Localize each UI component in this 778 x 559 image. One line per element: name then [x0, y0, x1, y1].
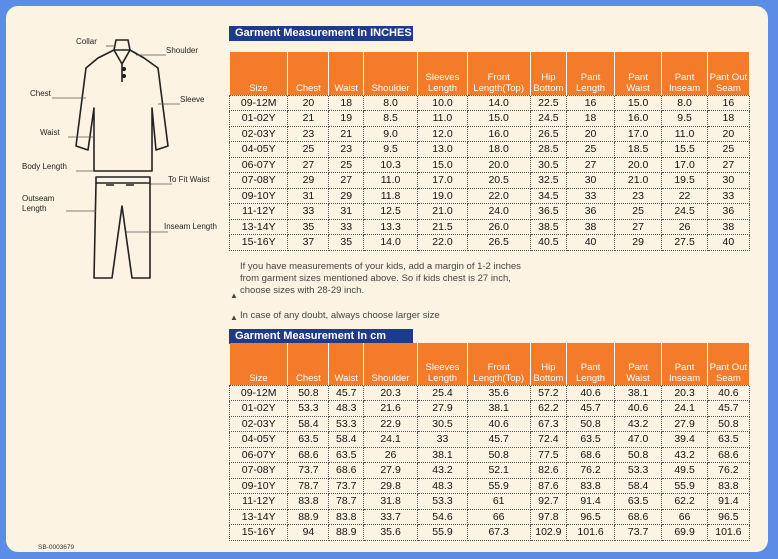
- column-header: Hip Bottom: [530, 343, 567, 385]
- measurement-cell: 17.0: [418, 173, 468, 189]
- column-header: Pant Inseam: [662, 343, 707, 385]
- table-row: [230, 95, 750, 111]
- measurement-cell: 38.1: [467, 401, 530, 417]
- label-sleeve: Sleeve: [180, 95, 205, 104]
- measurement-cell: 40.6: [614, 401, 662, 417]
- measurement-cell: 91.4: [567, 494, 615, 510]
- size-chart-card: [6, 6, 768, 552]
- measurement-cell: 21: [288, 111, 329, 127]
- measurement-cell: 20.0: [614, 157, 662, 173]
- measurement-cell: 13.3: [364, 219, 418, 235]
- measurement-cell: 43.2: [614, 416, 662, 432]
- measurement-cell: 17.0: [614, 126, 662, 142]
- measurement-cell: 23: [288, 126, 329, 142]
- measurement-cell: 57.2: [530, 385, 567, 401]
- measurement-cell: 45.7: [707, 401, 749, 417]
- measurement-cell: 18.5: [614, 142, 662, 158]
- measurement-cell: 31.8: [364, 494, 418, 510]
- measurement-cell: 15.0: [418, 157, 468, 173]
- table-row: [230, 432, 750, 448]
- measurement-cell: 78.7: [288, 478, 329, 494]
- measurement-cell: 11.8: [364, 188, 418, 204]
- measurement-cell: 13.0: [418, 142, 468, 158]
- measurement-cell: 73.7: [288, 463, 329, 479]
- measurement-cell: 8.0: [662, 95, 707, 111]
- measurement-cell: 61: [467, 494, 530, 510]
- size-cell: 09-10Y: [230, 478, 288, 494]
- measurement-cell: 18.0: [467, 142, 530, 158]
- measurement-cell: 24.1: [662, 401, 707, 417]
- column-header: Pant Length: [567, 52, 615, 95]
- measurement-cell: 36: [707, 204, 749, 220]
- measurement-cell: 76.2: [567, 463, 615, 479]
- measurement-cell: 43.2: [418, 463, 468, 479]
- measurement-cell: 16.0: [467, 126, 530, 142]
- measurement-cell: 62.2: [662, 494, 707, 510]
- size-cell: 11-12Y: [230, 494, 288, 510]
- measurement-cell: 10.3: [364, 157, 418, 173]
- measurement-cell: 39.4: [662, 432, 707, 448]
- measurement-cell: 27: [707, 157, 749, 173]
- measurement-cell: 73.7: [614, 525, 662, 541]
- table-row: [230, 173, 750, 189]
- measurement-cell: 48.3: [418, 478, 468, 494]
- measurement-cell: 24.1: [364, 432, 418, 448]
- larger-size-note: In case of any doubt, always choose larger size: [240, 310, 440, 321]
- measurement-cell: 45.7: [329, 385, 364, 401]
- measurement-cell: 22.9: [364, 416, 418, 432]
- kurta-pajama-illustration: [6, 6, 236, 306]
- measurement-cell: 29: [614, 235, 662, 251]
- measurement-cell: 8.0: [364, 95, 418, 111]
- measurement-cell: 9.5: [662, 111, 707, 127]
- table-row: [230, 463, 750, 479]
- table-row: [230, 235, 750, 251]
- measurement-cell: 20.5: [467, 173, 530, 189]
- measurement-cell: 53.3: [418, 494, 468, 510]
- measurement-cell: 19: [329, 111, 364, 127]
- size-cell: 02-03Y: [230, 416, 288, 432]
- measurement-cell: 58.4: [614, 478, 662, 494]
- margin-advice-note: If you have measurements of your kids, add a margin of 1-2 inches from garment sizes mentioned above. So if kids chest is 27 inch, choose sizes with 28-29 inch.: [240, 261, 521, 296]
- measurement-cell: 38: [707, 219, 749, 235]
- measurement-cell: 17.0: [662, 157, 707, 173]
- size-cell: 04-05Y: [230, 142, 288, 158]
- inches-measurement-table: [229, 52, 750, 251]
- measurement-cell: 47.0: [614, 432, 662, 448]
- label-shoulder: Shoulder: [166, 46, 199, 55]
- size-cell: 15-16Y: [230, 525, 288, 541]
- measurement-cell: 12.5: [364, 204, 418, 220]
- measurement-cell: 26.0: [467, 219, 530, 235]
- measurement-cell: 68.6: [567, 447, 615, 463]
- measurement-cell: 48.3: [329, 401, 364, 417]
- measurement-cell: 72.4: [530, 432, 567, 448]
- measurement-cell: 62.2: [530, 401, 567, 417]
- measurement-cell: 8.5: [364, 111, 418, 127]
- measurement-cell: 30.5: [418, 416, 468, 432]
- table-row: [230, 111, 750, 127]
- measurement-cell: 22.5: [530, 95, 567, 111]
- size-cell: 02-03Y: [230, 126, 288, 142]
- measurement-cell: 87.6: [530, 478, 567, 494]
- measurement-cell: 26.5: [530, 126, 567, 142]
- measurement-cell: 35.6: [467, 385, 530, 401]
- measurement-cell: 50.8: [467, 447, 530, 463]
- measurement-cell: 92.7: [530, 494, 567, 510]
- measurement-cell: 40.5: [530, 235, 567, 251]
- measurement-cell: 27.9: [418, 401, 468, 417]
- measurement-cell: 63.5: [614, 494, 662, 510]
- measurement-cell: 27.9: [662, 416, 707, 432]
- table-row: [230, 509, 750, 525]
- measurement-cell: 15.5: [662, 142, 707, 158]
- column-header: Pant Out Seam: [707, 343, 749, 385]
- measurement-cell: 33: [707, 188, 749, 204]
- measurement-cell: 63.5: [329, 447, 364, 463]
- measurement-cell: 36.5: [530, 204, 567, 220]
- size-cell: 11-12Y: [230, 204, 288, 220]
- measurement-cell: 78.7: [329, 494, 364, 510]
- measurement-cell: 18: [329, 95, 364, 111]
- measurement-cell: 43.2: [662, 447, 707, 463]
- measurement-cell: 20: [707, 126, 749, 142]
- measurement-cell: 82.6: [530, 463, 567, 479]
- measurement-cell: 45.7: [467, 432, 530, 448]
- table-row: [230, 157, 750, 173]
- measurement-cell: 21.0: [418, 204, 468, 220]
- measurement-cell: 33: [288, 204, 329, 220]
- measurement-cell: 21.0: [614, 173, 662, 189]
- measurement-cell: 11.0: [662, 126, 707, 142]
- measurement-cell: 16.0: [614, 111, 662, 127]
- column-header: Pant Length: [567, 343, 615, 385]
- size-cell: 01-02Y: [230, 111, 288, 127]
- measurement-cell: 83.8: [707, 478, 749, 494]
- column-header: Size: [230, 52, 288, 95]
- measurement-cell: 66: [467, 509, 530, 525]
- measurement-cell: 11.0: [364, 173, 418, 189]
- measurement-cell: 83.8: [329, 509, 364, 525]
- measurement-cell: 68.6: [614, 509, 662, 525]
- measurement-cell: 53.3: [288, 401, 329, 417]
- measurement-cell: 29: [288, 173, 329, 189]
- measurement-cell: 52.1: [467, 463, 530, 479]
- size-cell: 06-07Y: [230, 157, 288, 173]
- measurement-cell: 68.6: [329, 463, 364, 479]
- measurement-cell: 38: [567, 219, 615, 235]
- measurement-cell: 18: [707, 111, 749, 127]
- measurement-cell: 68.6: [288, 447, 329, 463]
- measurement-cell: 77.5: [530, 447, 567, 463]
- size-cell: 09-10Y: [230, 188, 288, 204]
- measurement-cell: 11.0: [418, 111, 468, 127]
- measurement-cell: 25.4: [418, 385, 468, 401]
- measurement-cell: 14.0: [467, 95, 530, 111]
- measurement-cell: 27: [567, 157, 615, 173]
- measurement-cell: 33: [567, 188, 615, 204]
- measurement-cell: 33.7: [364, 509, 418, 525]
- measurement-cell: 38.1: [418, 447, 468, 463]
- measurement-cell: 26: [662, 219, 707, 235]
- measurement-cell: 69.9: [662, 525, 707, 541]
- size-cell: 09-12M: [230, 385, 288, 401]
- column-header: Pant Waist: [614, 52, 662, 95]
- measurement-cell: 26.5: [467, 235, 530, 251]
- table-row: [230, 447, 750, 463]
- measurement-cell: 21.6: [364, 401, 418, 417]
- measurement-cell: 63.5: [707, 432, 749, 448]
- size-cell: 09-12M: [230, 95, 288, 111]
- measurement-cell: 20: [288, 95, 329, 111]
- table-row: [230, 416, 750, 432]
- measurement-cell: 91.4: [707, 494, 749, 510]
- measurement-cell: 66: [662, 509, 707, 525]
- table-row: [230, 142, 750, 158]
- measurement-cell: 102.9: [530, 525, 567, 541]
- garment-diagram: [6, 6, 236, 306]
- table-row: [230, 204, 750, 220]
- measurement-cell: 63.5: [567, 432, 615, 448]
- measurement-cell: 49.5: [662, 463, 707, 479]
- sku-code: SB-0003679: [38, 544, 75, 551]
- measurement-cell: 55.9: [467, 478, 530, 494]
- size-cell: 06-07Y: [230, 447, 288, 463]
- measurement-cell: 53.3: [614, 463, 662, 479]
- measurement-cell: 88.9: [329, 525, 364, 541]
- label-body-length: Body Length: [22, 162, 67, 171]
- size-cell: 13-14Y: [230, 509, 288, 525]
- note-bullet-1: ▲: [230, 291, 238, 300]
- measurement-cell: 25: [329, 157, 364, 173]
- measurement-cell: 21: [329, 126, 364, 142]
- measurement-cell: 34.5: [530, 188, 567, 204]
- inches-table-title: Garment Measurement In INCHES: [229, 26, 413, 41]
- measurement-cell: 76.2: [707, 463, 749, 479]
- measurement-cell: 45.7: [567, 401, 615, 417]
- measurement-cell: 27.5: [662, 235, 707, 251]
- measurement-cell: 19.5: [662, 173, 707, 189]
- measurement-cell: 53.3: [329, 416, 364, 432]
- measurement-cell: 16: [567, 95, 615, 111]
- measurement-cell: 32.5: [530, 173, 567, 189]
- measurement-cell: 25: [288, 142, 329, 158]
- measurement-cell: 63.5: [288, 432, 329, 448]
- table-row: [230, 478, 750, 494]
- measurement-cell: 27: [288, 157, 329, 173]
- column-header: Pant Waist: [614, 343, 662, 385]
- measurement-cell: 25: [614, 204, 662, 220]
- label-collar: Collar: [76, 37, 97, 46]
- measurement-cell: 55.9: [662, 478, 707, 494]
- column-header: Waist: [329, 52, 364, 95]
- table-row: [230, 188, 750, 204]
- label-to-fit-waist: To Fit Waist: [168, 175, 210, 184]
- measurement-cell: 15.0: [614, 95, 662, 111]
- measurement-cell: 20: [567, 126, 615, 142]
- measurement-cell: 25: [567, 142, 615, 158]
- measurement-cell: 40: [707, 235, 749, 251]
- column-header: Front Length(Top): [467, 343, 530, 385]
- label-chest: Chest: [30, 89, 51, 98]
- measurement-cell: 10.0: [418, 95, 468, 111]
- measurement-cell: 35.6: [364, 525, 418, 541]
- measurement-cell: 29.8: [364, 478, 418, 494]
- measurement-cell: 68.6: [707, 447, 749, 463]
- measurement-cell: 40: [567, 235, 615, 251]
- table-row: [230, 126, 750, 142]
- measurement-cell: 25: [707, 142, 749, 158]
- measurement-cell: 33: [418, 432, 468, 448]
- column-header: Hip Bottom: [530, 52, 567, 95]
- column-header: Chest: [288, 52, 329, 95]
- size-cell: 13-14Y: [230, 219, 288, 235]
- measurement-cell: 97.8: [530, 509, 567, 525]
- column-header: Front Length(Top): [467, 52, 530, 95]
- column-header: Shoulder: [364, 343, 418, 385]
- label-inseam-length: Inseam Length: [164, 222, 217, 231]
- measurement-cell: 20.3: [364, 385, 418, 401]
- measurement-cell: 58.4: [329, 432, 364, 448]
- measurement-cell: 101.6: [707, 525, 749, 541]
- column-header: Size: [230, 343, 288, 385]
- measurement-cell: 24.5: [662, 204, 707, 220]
- measurement-cell: 40.6: [467, 416, 530, 432]
- measurement-cell: 18: [567, 111, 615, 127]
- measurement-cell: 50.8: [707, 416, 749, 432]
- measurement-cell: 83.8: [567, 478, 615, 494]
- measurement-cell: 22.0: [418, 235, 468, 251]
- measurement-cell: 19.0: [418, 188, 468, 204]
- measurement-cell: 27: [329, 173, 364, 189]
- measurement-cell: 22.0: [467, 188, 530, 204]
- note-bullet-2: ▲: [230, 313, 238, 322]
- measurement-cell: 88.9: [288, 509, 329, 525]
- measurement-cell: 101.6: [567, 525, 615, 541]
- measurement-cell: 33: [329, 219, 364, 235]
- measurement-cell: 23: [614, 188, 662, 204]
- label-waist: Waist: [40, 128, 60, 137]
- measurement-cell: 21.5: [418, 219, 468, 235]
- measurement-cell: 38.5: [530, 219, 567, 235]
- measurement-cell: 15.0: [467, 111, 530, 127]
- measurement-cell: 40.6: [707, 385, 749, 401]
- measurement-cell: 30: [567, 173, 615, 189]
- measurement-cell: 26: [364, 447, 418, 463]
- measurement-cell: 94: [288, 525, 329, 541]
- size-cell: 07-08Y: [230, 463, 288, 479]
- measurement-cell: 73.7: [329, 478, 364, 494]
- column-header: Shoulder: [364, 52, 418, 95]
- measurement-cell: 24.5: [530, 111, 567, 127]
- cm-table-title: Garment Measurement In cm: [229, 329, 413, 344]
- measurement-cell: 35: [288, 219, 329, 235]
- measurement-cell: 55.9: [418, 525, 468, 541]
- column-header: Sleeves Length: [418, 52, 468, 95]
- measurement-cell: 67.3: [467, 525, 530, 541]
- size-cell: 15-16Y: [230, 235, 288, 251]
- measurement-cell: 35: [329, 235, 364, 251]
- measurement-cell: 24.0: [467, 204, 530, 220]
- measurement-cell: 50.8: [567, 416, 615, 432]
- measurement-cell: 23: [329, 142, 364, 158]
- measurement-cell: 40.6: [567, 385, 615, 401]
- column-header: Pant Out Seam: [707, 52, 749, 95]
- measurement-cell: 38.1: [614, 385, 662, 401]
- measurement-cell: 30: [707, 173, 749, 189]
- measurement-cell: 14.0: [364, 235, 418, 251]
- measurement-cell: 27.9: [364, 463, 418, 479]
- column-header: Pant Inseam: [662, 52, 707, 95]
- measurement-cell: 50.8: [288, 385, 329, 401]
- measurement-cell: 67.3: [530, 416, 567, 432]
- label-outseam-length: Outseam Length: [22, 194, 55, 213]
- measurement-cell: 96.5: [707, 509, 749, 525]
- measurement-cell: 58.4: [288, 416, 329, 432]
- table-row: [230, 401, 750, 417]
- size-cell: 01-02Y: [230, 401, 288, 417]
- size-cell: 04-05Y: [230, 432, 288, 448]
- measurement-cell: 27: [614, 219, 662, 235]
- measurement-cell: 28.5: [530, 142, 567, 158]
- measurement-cell: 16: [707, 95, 749, 111]
- measurement-cell: 31: [288, 188, 329, 204]
- table-row: [230, 494, 750, 510]
- measurement-cell: 31: [329, 204, 364, 220]
- table-row: [230, 525, 750, 541]
- measurement-cell: 54.6: [418, 509, 468, 525]
- measurement-cell: 22: [662, 188, 707, 204]
- table-row: [230, 385, 750, 401]
- column-header: Waist: [329, 343, 364, 385]
- measurement-cell: 37: [288, 235, 329, 251]
- cm-measurement-table: [229, 343, 750, 541]
- measurement-cell: 20.3: [662, 385, 707, 401]
- measurement-cell: 96.5: [567, 509, 615, 525]
- measurement-cell: 83.8: [288, 494, 329, 510]
- measurement-cell: 36: [567, 204, 615, 220]
- column-header: Chest: [288, 343, 329, 385]
- column-header: Sleeves Length: [418, 343, 468, 385]
- measurement-cell: 20.0: [467, 157, 530, 173]
- measurement-cell: 9.5: [364, 142, 418, 158]
- measurement-cell: 30.5: [530, 157, 567, 173]
- measurement-cell: 29: [329, 188, 364, 204]
- measurement-cell: 9.0: [364, 126, 418, 142]
- size-cell: 07-08Y: [230, 173, 288, 189]
- measurement-cell: 50.8: [614, 447, 662, 463]
- measurement-cell: 12.0: [418, 126, 468, 142]
- table-row: [230, 219, 750, 235]
